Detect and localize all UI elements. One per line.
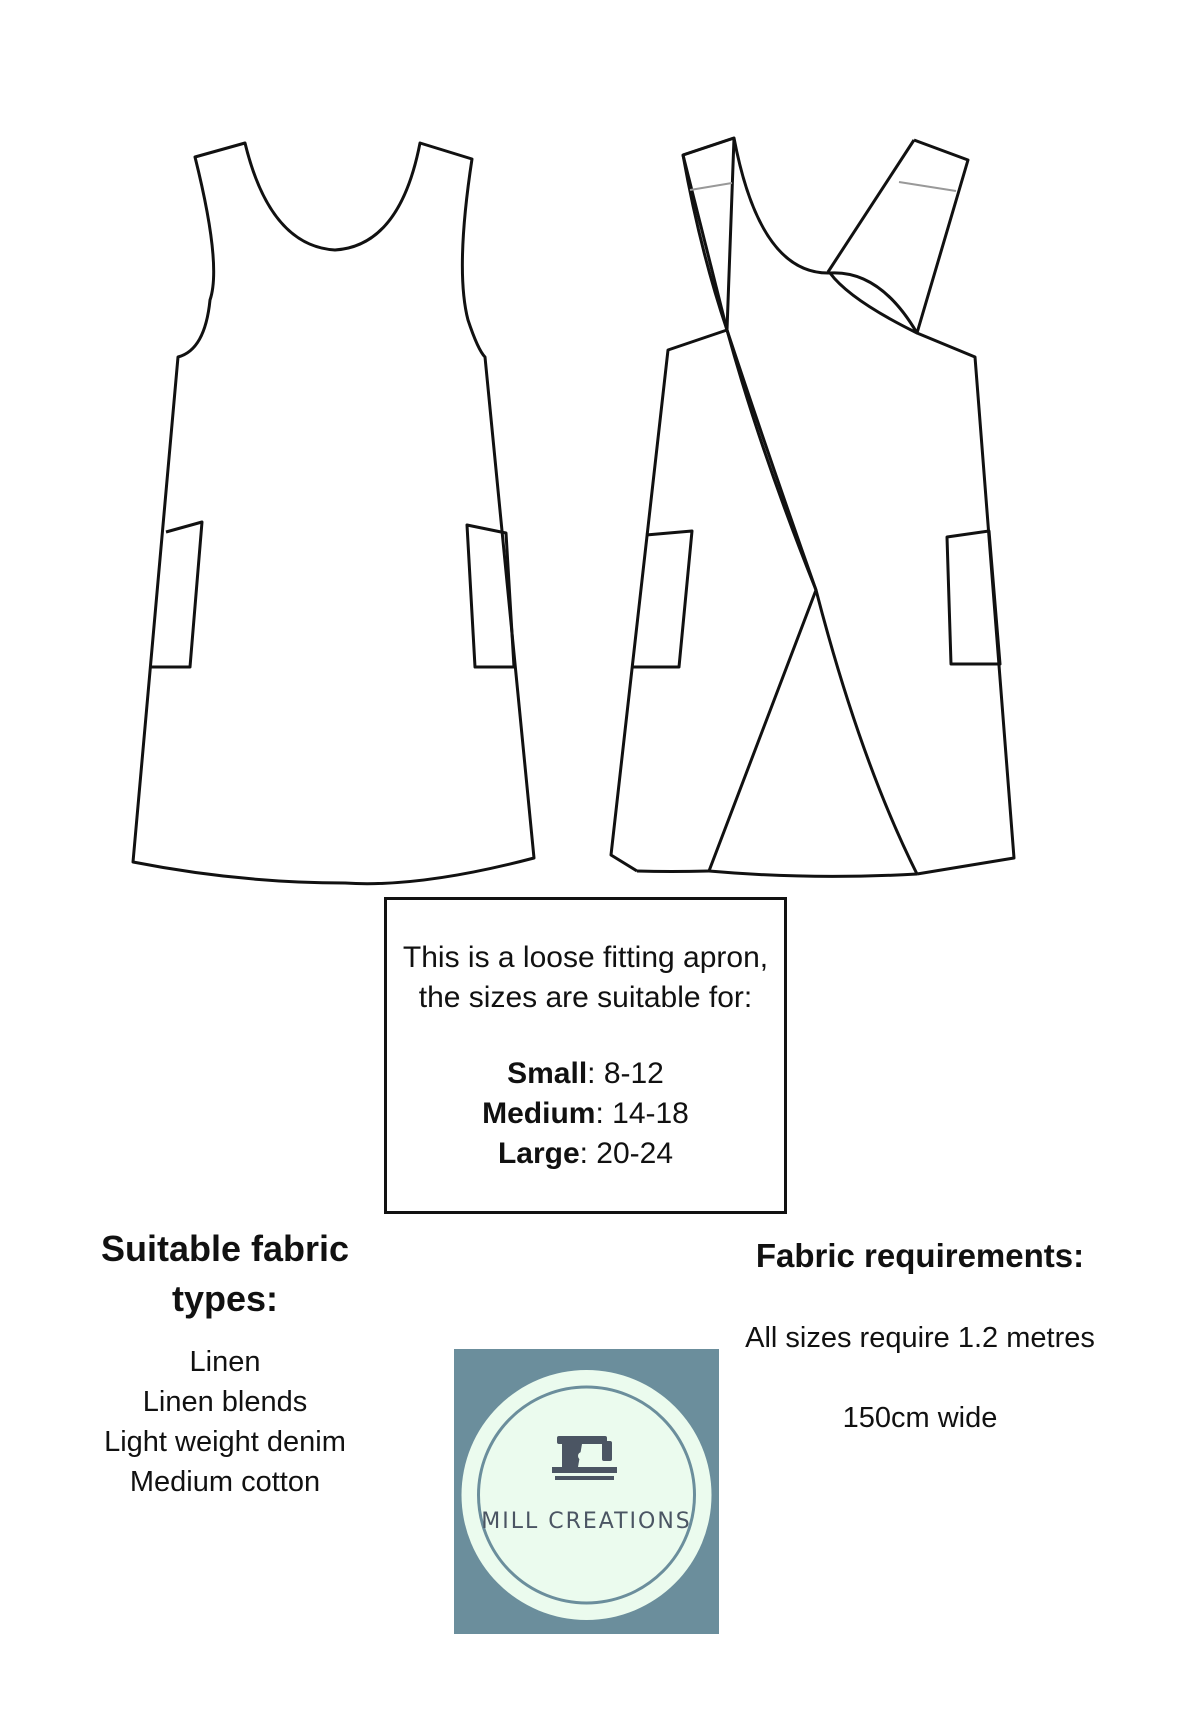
size-large xyxy=(387,1134,784,1174)
fabric-types-section xyxy=(60,1224,390,1502)
size-large-range: : 20-24 xyxy=(579,1137,674,1170)
size-large-label: Large xyxy=(497,1137,580,1170)
apron-back-icon xyxy=(611,138,1014,876)
size-medium-range: : 14-18 xyxy=(595,1097,689,1130)
fabric-requirements-heading: Fabric requirements: xyxy=(755,1237,1085,1274)
size-intro-line2: the sizes are suitable for: xyxy=(418,981,753,1014)
list-item: Linen blends xyxy=(142,1386,308,1418)
fabric-types-heading-line1: Suitable fabric xyxy=(100,1228,350,1269)
fabric-types-list xyxy=(60,1342,390,1502)
list-item: Medium cotton xyxy=(129,1466,321,1498)
apron-front-icon xyxy=(133,143,534,884)
fabric-requirements-length: All sizes require 1.2 metres xyxy=(745,1322,1095,1354)
size-intro-line1: This is a loose fitting apron, xyxy=(402,941,769,974)
size-small-range: : 8-12 xyxy=(587,1057,664,1090)
logo-text: MILL CREATIONS xyxy=(481,1509,692,1534)
mill-creations-logo xyxy=(454,1349,719,1634)
size-small xyxy=(387,1054,784,1094)
size-guide-box xyxy=(384,897,787,1214)
list-item: Linen xyxy=(189,1346,261,1378)
fabric-requirements-section xyxy=(720,1232,1120,1438)
size-medium xyxy=(387,1094,784,1134)
fabric-types-heading xyxy=(60,1224,390,1324)
fabric-types-heading-line2: types: xyxy=(171,1278,279,1319)
fabric-requirements-width: 150cm wide xyxy=(842,1402,998,1434)
size-small-label: Small xyxy=(507,1057,588,1090)
list-item: Light weight denim xyxy=(104,1426,346,1458)
size-medium-label: Medium xyxy=(482,1097,596,1130)
